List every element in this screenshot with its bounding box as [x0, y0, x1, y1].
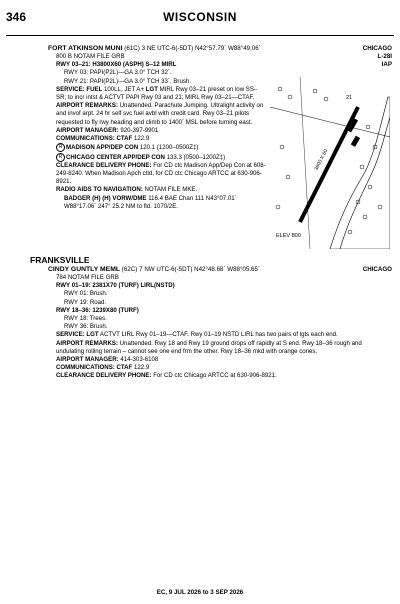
- airport-2-manager: AIRPORT MANAGER: 414-303-6108: [56, 356, 159, 364]
- airport-1-clearance: CLEARANCE DELIVERY PHONE: For CD ctc Madison App/Dep Con at 608-249-8240. When Madison Apch ctld, for CD ctc Chicago ARTCC at 630-906-8921.: [56, 161, 266, 186]
- header-rule: [6, 35, 394, 36]
- airport-2-name: CINDY GUNTLY MEML: [48, 266, 120, 273]
- airport-1-body: [56, 53, 306, 211]
- airport-2-rwy-2: RWY 18–36: 1239X80 (TURF): [56, 306, 139, 314]
- state-title: WISCONSIN: [163, 10, 237, 24]
- airport-2-body: [56, 274, 386, 381]
- airport-1-rwy: RWY 03–21: H3800X60 (ASPH) S–12 MIRL: [56, 61, 177, 69]
- airport-2-clearance: CLEARANCE DELIVERY PHONE: For CD ctc Chicago ARTCC at 630-906-8921.: [56, 372, 277, 380]
- road-line: [270, 107, 390, 137]
- airport-2-comms: COMMUNICATIONS: CTAF 122.9: [56, 364, 150, 372]
- airport-1-vor: BADGER (H) (H) VORW/DME 116.4 BAE Chan 111 N43°07.01´: [64, 194, 237, 202]
- airport-2-remarks: AIRPORT REMARKS: Unattended. Rwy 18 and Rwy 19 ground drops off rapidly at S end. Rwy 18–36 rough and undulating rolling terrain – cannot see one end frm the other. Rwy 18–36 mkd with orange cones.: [56, 339, 362, 355]
- city-heading: FRANKSVILLE: [30, 255, 90, 265]
- airport-2-rwy-18: RWY 18: Trees.: [64, 315, 107, 323]
- airport-1-app-chicago: R CHICAGO CENTER APP/DEP CON 133.3 (0500–1200Z‡): [56, 153, 306, 162]
- airport-1-manager: AIRPORT MANAGER: 920-397-9901: [56, 126, 159, 134]
- airport-2-chart-ref: CHICAGO: [362, 266, 392, 273]
- airport-1-rwy-03: RWY 03: PAPI(P2L)—GA 3.0° TCH 32´.: [64, 69, 172, 77]
- airport-1-app-madison: R MADISON APP/DEP CON 120.1 (1200–0500Z‡): [56, 143, 306, 152]
- page-header: [0, 8, 400, 30]
- runway-dimension-label: 3800 X 60: [313, 148, 330, 172]
- airport-1-elev: 800 B NOTAM FILE GRB: [56, 53, 125, 60]
- elevation-label: ELEV 800: [276, 233, 301, 239]
- airport-1-chart-refs: [363, 45, 392, 69]
- page-number: 346: [6, 10, 27, 24]
- airport-2-rwy-36: RWY 36: Brush.: [64, 323, 108, 331]
- airport-1-sub-1: L-28I: [377, 53, 392, 60]
- airport-1-chart-ref: CHICAGO: [362, 45, 392, 52]
- airport-1-rwy-21: RWY 21: PAPI(P2L)—GA 3.0° TCH 33´. Brush.: [64, 77, 191, 85]
- page-footer: EC, 9 JUL 2026 to 3 SEP 2026: [156, 589, 244, 596]
- airport-1-remarks: AIRPORT REMARKS: Unattended. Parachute Jumping. Ultralight activity on and invof arpt. 24 hr self svc fuel avbl with credit card. Rwy 03–21 pilots requested to fly rwy heading and climb to 1400´ MSL before turning east.: [56, 102, 264, 126]
- runway-label-21: 21: [346, 95, 353, 101]
- airport-1-sub-2: IAP: [381, 61, 392, 68]
- airport-2-title: [48, 266, 260, 273]
- airport-2-rwy-19: RWY 19: Road.: [64, 298, 107, 306]
- radar-symbol-icon: R: [56, 143, 65, 152]
- airport-2-ident: (62C): [121, 266, 138, 273]
- road-line: [300, 77, 310, 249]
- hangar: [351, 136, 360, 147]
- airport-2-rwy-01: RWY 01: Brush.: [64, 290, 108, 298]
- airport-2-info: 7 NW UTC-6(-5DT) N42°48.68´ W88°05.65´: [139, 266, 260, 273]
- airport-2-rwy-1: RWY 01–19: 2381X70 (TURF) LIRL(NSTD): [56, 282, 175, 290]
- airport-1-navaids: RADIO AIDS TO NAVIGATION: NOTAM FILE MKE.: [56, 186, 198, 194]
- radar-symbol-icon: R: [56, 153, 65, 162]
- airport-1-name: FORT ATKINSON MUNI: [48, 45, 123, 52]
- airport-2-elev: 784 NOTAM FILE GRB: [56, 274, 119, 281]
- airport-1-title: [48, 45, 261, 52]
- airport-diagram: [270, 77, 390, 249]
- airport-1-info: 3 NE UTC-6(-5DT) N42°57.79´ W88°49.06´: [141, 45, 261, 52]
- airport-1-ident: (61C): [124, 45, 140, 52]
- water-boundary: [330, 97, 390, 249]
- airport-1-service: SERVICE: FUEL 100LL, JET A+ LGT MIRL Rwy 03–21 preset on low SS–SR; to incr intst & ACTVT PAPI Rwy 03 and 21; MIRL Rwy 03–21—CTAF.: [56, 85, 258, 102]
- airport-2-service: SERVICE: LGT ACTVT LIRL Rwy 01–19—CTAF. Rwy 01–19 NSTD LIRL has two pairs of lgts each end.: [56, 331, 338, 339]
- airport-1-vor-2: W88°17.06´ 247° 25.2 NM to fld. 1070/2E.: [64, 202, 178, 210]
- airport-diagram-svg: [270, 77, 390, 249]
- airport-1-comms: COMMUNICATIONS: CTAF 122.9: [56, 135, 150, 143]
